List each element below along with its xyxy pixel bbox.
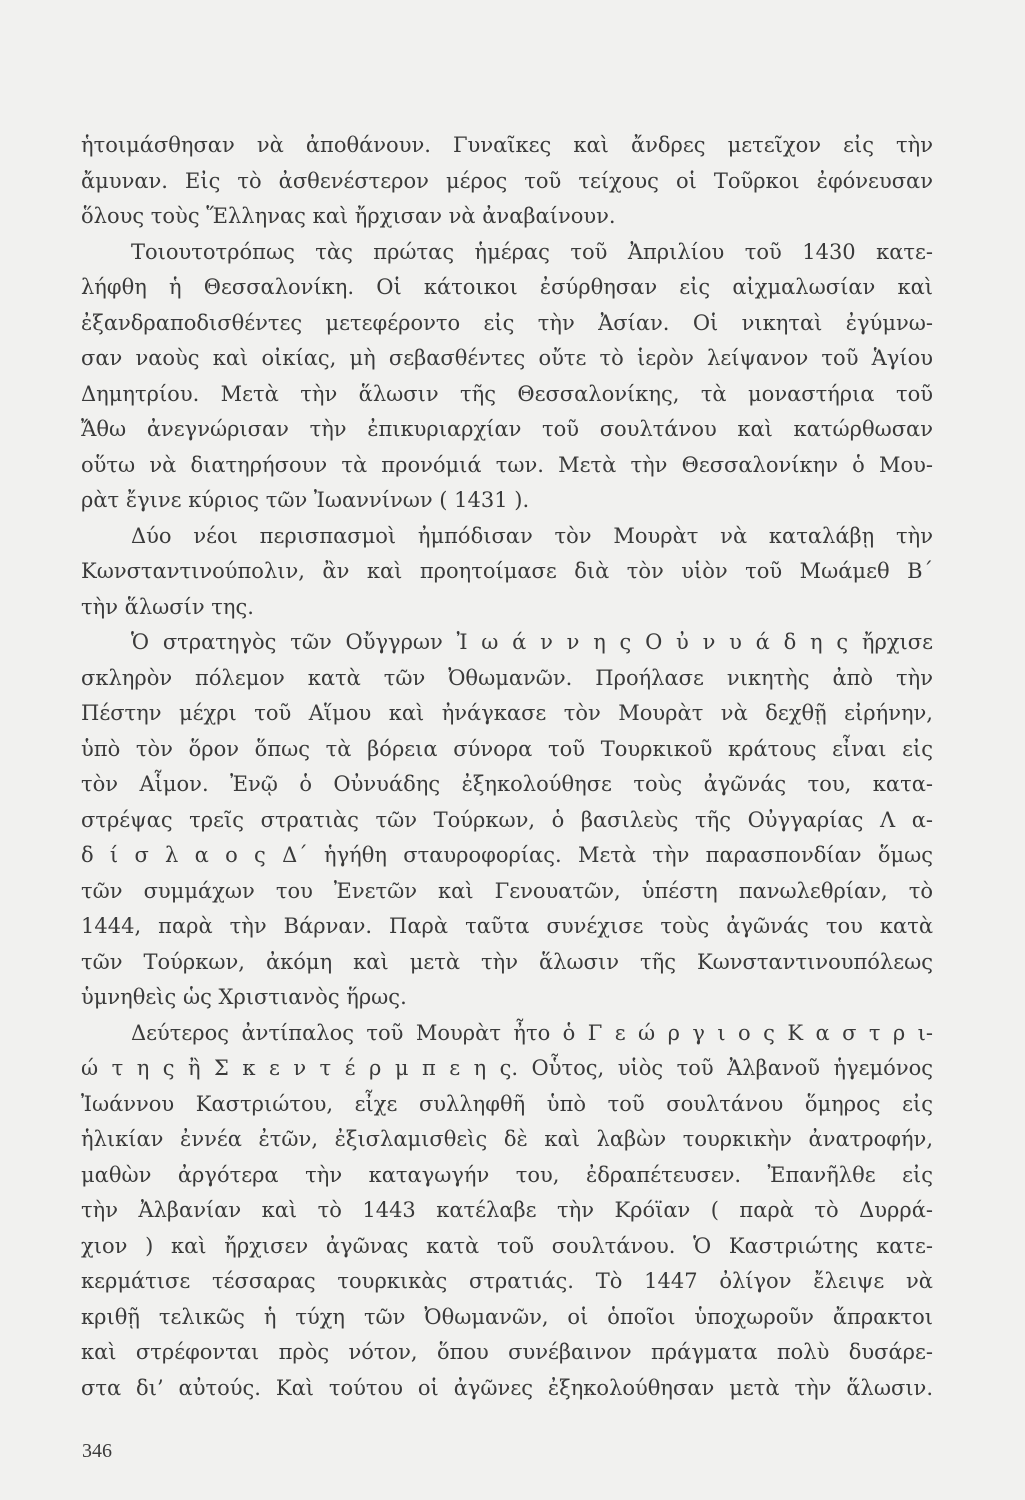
text-line: σκληρὸν πόλεμον κατὰ τῶν Ὀθωμανῶν. Προήλασε νικητὴς ἀπὸ τὴν bbox=[81, 665, 933, 690]
text-line: ρὰτ ἔγινε κύριος τῶν Ἰωαννίνων ( 1431 ). bbox=[81, 488, 530, 512]
text-line: κερμάτισε τέσσαρας τουρκικὰς στρατιάς. Τὸ 1447 ὀλίγον ἔλειψε νὰ bbox=[81, 1269, 933, 1293]
text-line: Κωνσταντινούπολιν, ἂν καὶ προητοίμασε διὰ τὸν υἱὸν τοῦ Μωάμεθ Β΄ bbox=[81, 559, 933, 583]
text-line: τὴν ἅλωσίν της. bbox=[81, 594, 254, 619]
text-line: λήφθη ἡ Θεσσαλονίκη. Οἱ κάτοικοι ἐσύρθησαν εἰς αἰχμαλωσίαν καὶ bbox=[81, 275, 933, 299]
text-line: στρέψας τρεῖς στρατιὰς τῶν Τούρκων, ὁ βασιλεὺς τῆς Οὐγγαρίας Λ α- bbox=[81, 807, 933, 832]
text-line: τὴν Ἀλβανίαν καὶ τὸ 1443 κατέλαβε τὴν Κρόϊαν ( παρὰ τὸ Δυρρά- bbox=[81, 1198, 933, 1222]
text-line: ὅλους τοὺς Ἕλληνας καὶ ἤρχισαν νὰ ἀναβαίνουν. bbox=[81, 204, 616, 228]
text-line: 1444, παρὰ τὴν Βάρναν. Παρὰ ταῦτα συνέχισε τοὺς ἀγῶνάς του κατὰ bbox=[81, 914, 933, 938]
text-line: στα δι’ αὐτούς. Καὶ τούτου οἱ ἀγῶνες ἐξηκολούθησαν μετὰ τὴν ἅλωσιν. bbox=[81, 1375, 933, 1400]
text-line: σαν ναοὺς καὶ οἰκίας, μὴ σεβασθέντες οὔτε τὸ ἱερὸν λείψανον τοῦ Ἁγίου bbox=[81, 346, 933, 370]
text-line: χιον ) καὶ ἤρχισεν ἀγῶνας κατὰ τοῦ σουλτάνου. Ὁ Καστριώτης κατε- bbox=[81, 1233, 933, 1258]
text-line: ώ τ η ς ἢ Σ κ ε ν τ έ ρ μ π ε η ς. Οὗτος, υἱὸς τοῦ Ἀλβανοῦ ἡγεμόνος bbox=[81, 1056, 933, 1080]
body-text bbox=[81, 128, 933, 1406]
text-line: Πέστην μέχρι τοῦ Αἵμου καὶ ἠνάγκασε τὸν Μουρὰτ νὰ δεχθῇ εἰρήνην, bbox=[81, 701, 933, 725]
text-line: τῶν Τούρκων, ἀκόμη καὶ μετὰ τὴν ἅλωσιν τῆς Κωνσταντινουπόλεως bbox=[81, 949, 933, 974]
text-line: κριθῇ τελικῶς ἡ τύχη τῶν Ὀθωμανῶν, οἱ ὁποῖοι ὑποχωροῦν ἄπρακτοι bbox=[81, 1304, 933, 1329]
text-line: τὸν Αἷμον. Ἐνῷ ὁ Οὐνυάδης ἐξηκολούθησε τοὺς ἀγῶνάς του, κατα- bbox=[81, 772, 933, 796]
text-line: Ἄθω ἀνεγνώρισαν τὴν ἐπικυριαρχίαν τοῦ σουλτάνου καὶ κατώρθωσαν bbox=[81, 417, 933, 441]
text-line: Δημητρίου. Μετὰ τὴν ἅλωσιν τῆς Θεσσαλονίκης, τὰ μοναστήρια τοῦ bbox=[81, 381, 933, 406]
page-number: 346 bbox=[82, 1440, 112, 1462]
text-line: ἡλικίαν ἐννέα ἐτῶν, ἐξισλαμισθεὶς δὲ καὶ λαβὼν τουρκικὴν ἀνατροφήν, bbox=[81, 1127, 933, 1151]
text-line: ὑμνηθεὶς ὡς Χριστιανὸς ἥρως. bbox=[81, 985, 407, 1009]
text-line: ἐξανδραποδισθέντες μετεφέροντο εἰς τὴν Ἀσίαν. Οἱ νικηταὶ ἐγύμνω- bbox=[81, 310, 933, 335]
text-line: ἄμυναν. Εἰς τὸ ἀσθενέστερον μέρος τοῦ τείχους οἱ Τοῦρκοι ἐφόνευσαν bbox=[81, 168, 933, 193]
text-line: δ ί σ λ α ο ς Δ΄ ἡγήθη σταυροφορίας. Μετὰ τὴν παρασπονδίαν ὅμως bbox=[81, 843, 933, 867]
text-line: Δύο νέοι περισπασμοὶ ἠμπόδισαν τὸν Μουρὰτ νὰ καταλάβῃ τὴν bbox=[131, 523, 933, 548]
text-line: ἡτοιμάσθησαν νὰ ἀποθάνουν. Γυναῖκες καὶ ἄνδρες μετεῖχον εἰς τὴν bbox=[81, 133, 933, 157]
text-line: καὶ στρέφονται πρὸς νότον, ὅπου συνέβαινον πράγματα πολὺ δυσάρε- bbox=[81, 1340, 933, 1364]
text-line: τῶν συμμάχων του Ἐνετῶν καὶ Γενουατῶν, ὑπέστη πανωλεθρίαν, τὸ bbox=[81, 878, 933, 903]
text-line: Ἰωάννου Καστριώτου, εἶχε συλληφθῆ ὑπὸ τοῦ σουλτάνου ὅμηρος εἰς bbox=[81, 1091, 933, 1116]
text-line: ὑπὸ τὸν ὅρον ὅπως τὰ βόρεια σύνορα τοῦ Τουρκικοῦ κράτους εἶναι εἰς bbox=[81, 736, 933, 761]
text-line: Τοιουτοτρόπως τὰς πρώτας ἡμέρας τοῦ Ἀπριλίου τοῦ 1430 κατε- bbox=[131, 239, 933, 264]
text-line: μαθὼν ἀργότερα τὴν καταγωγήν του, ἐδραπέτευσεν. Ἐπανῆλθε εἰς bbox=[81, 1162, 933, 1187]
text-line: Ὁ στρατηγὸς τῶν Οὔγγρων Ἰ ω ά ν ν η ς Ο ὐ ν υ ά δ η ς ἤρχισε bbox=[131, 630, 933, 654]
text-line: οὕτω νὰ διατηρήσουν τὰ προνόμιά των. Μετὰ τὴν Θεσσαλονίκην ὁ Μου- bbox=[81, 452, 933, 477]
text-line: Δεύτερος ἀντίπαλος τοῦ Μουρὰτ ἦτο ὁ Γ ε ώ ρ γ ι ο ς Κ α σ τ ρ ι- bbox=[131, 1020, 933, 1045]
